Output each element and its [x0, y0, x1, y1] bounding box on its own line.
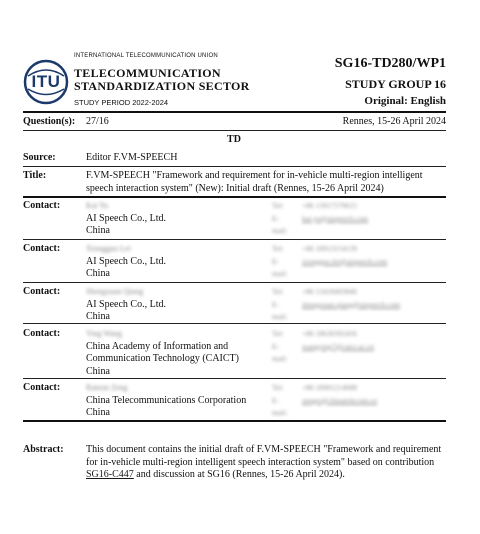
title-value: F.VM-SPEECH "Framework and requirement for in-vehicle multi-region intelligent speech interaction system" (New): Initial draft (Rennes, 15-26 April 2024) — [86, 170, 423, 194]
contact-block — [86, 243, 166, 281]
study-period: STUDY PERIOD 2022-2024 — [74, 98, 169, 107]
contact-label: Contact: — [23, 200, 61, 211]
contact-organization: AI Speech Co., Ltd. — [86, 255, 166, 267]
contact-name: Shengxuan Qiang — [86, 287, 144, 296]
question-value: 27/16 — [86, 116, 109, 127]
contact-divider — [23, 323, 446, 324]
contact-details — [272, 286, 400, 324]
abstract-text-start: This document contains the initial draft of F.VM-SPEECH "Framework and requirement for in-vehicle multi-region intelligent speech interaction system" based on contribution — [86, 444, 442, 468]
email-link[interactable]: shengxuan.qiang@aispeech.com — [302, 299, 401, 309]
abstract-text — [86, 444, 446, 482]
td-heading: TD — [227, 134, 241, 145]
contact-name: Ying Wang — [86, 329, 122, 338]
header-divider — [23, 111, 446, 113]
contribution-link[interactable]: SG16-C447 — [86, 469, 134, 480]
tel-label: Tel: — [272, 201, 284, 210]
contact-organization-line-2: Communication Technology (CAICT) — [86, 353, 239, 364]
contact-label: Contact: — [23, 328, 61, 339]
source-divider — [23, 166, 446, 167]
contact-name: Kai Yu — [86, 201, 109, 210]
question-label: Question(s): — [23, 116, 76, 127]
email-label: E-mail: — [272, 395, 288, 417]
sector-line-1: TELECOMMUNICATION — [74, 66, 221, 80]
contact-country: China — [86, 407, 110, 418]
contact-country: China — [86, 268, 110, 279]
contact-country: China — [86, 225, 110, 236]
contact-details — [272, 243, 387, 281]
study-group: STUDY GROUP 16 — [345, 77, 446, 91]
contact-details — [272, 200, 368, 238]
tel-value: +86 18901214688 — [302, 383, 357, 392]
contact-label: Contact: — [23, 243, 61, 254]
email-label: E-mail: — [272, 256, 288, 278]
logo-text: ITU — [31, 72, 61, 91]
tel-label: Tel: — [272, 287, 284, 296]
sector-line-2: STANDARDIZATION SECTOR — [74, 79, 250, 93]
itu-logo — [22, 58, 70, 106]
location-date: Rennes, 15-26 April 2024 — [342, 116, 446, 127]
tel-value: +86 18913154139 — [302, 244, 357, 253]
contact-organization-line-1: China Academy of Information and — [86, 340, 229, 352]
title-divider — [23, 196, 446, 198]
email-link[interactable]: zengrr@chinatelecom.cn — [302, 395, 377, 405]
source-label: Source: — [23, 152, 56, 163]
title-label: Title: — [23, 170, 47, 181]
abstract-label: Abstract: — [23, 444, 64, 455]
contact-country: China — [86, 311, 110, 322]
contact-block — [86, 328, 239, 378]
tel-label: Tel: — [272, 383, 284, 392]
question-divider — [23, 130, 446, 131]
contact-name: Xiongguo Lei — [86, 244, 131, 253]
email-label: E-mail: — [272, 341, 288, 363]
abstract-text-end: and discussion at SG16 (Rennes, 15-26 April 2024). — [133, 469, 345, 480]
contact-block — [86, 382, 246, 420]
email-link[interactable]: wangying7@caict.ac.cn — [302, 341, 374, 351]
email-link[interactable]: xiongguo.lei@aispeech.com — [302, 256, 388, 266]
source-value: Editor F.VM-SPEECH — [86, 152, 178, 163]
contact-block — [86, 286, 166, 324]
contact-details — [272, 382, 377, 420]
contact-block — [86, 200, 166, 238]
contact-label: Contact: — [23, 286, 61, 297]
document-id: SG16-TD280/WP1 — [334, 56, 446, 71]
contact-organization: AI Speech Co., Ltd. — [86, 298, 166, 310]
tel-value: +86 13917579615 — [302, 201, 357, 210]
contacts-end-divider — [23, 420, 446, 422]
tel-value: +86 13418493840 — [302, 287, 357, 296]
email-label: E-mail: — [272, 299, 288, 321]
contact-organization: China Telecommunications Corporation — [86, 394, 247, 406]
original-language: Original: English — [364, 95, 446, 107]
contact-divider — [23, 378, 446, 379]
contact-divider — [23, 239, 446, 240]
contact-details — [272, 328, 374, 366]
contact-organization: AI Speech Co., Ltd. — [86, 212, 166, 224]
email-link[interactable]: kai.yu@aispeech.com — [302, 213, 369, 223]
contact-divider — [23, 282, 446, 283]
contact-label: Contact: — [23, 382, 61, 393]
contact-country: China — [86, 365, 110, 377]
tel-value: +86 18630392456 — [302, 329, 357, 338]
contact-name: Ranran Zeng — [86, 383, 128, 392]
tel-label: Tel: — [272, 244, 284, 253]
union-name: INTERNATIONAL TELECOMMUNICATION UNION — [74, 53, 218, 59]
email-label: E-mail: — [272, 213, 288, 235]
tel-label: Tel: — [272, 329, 284, 338]
